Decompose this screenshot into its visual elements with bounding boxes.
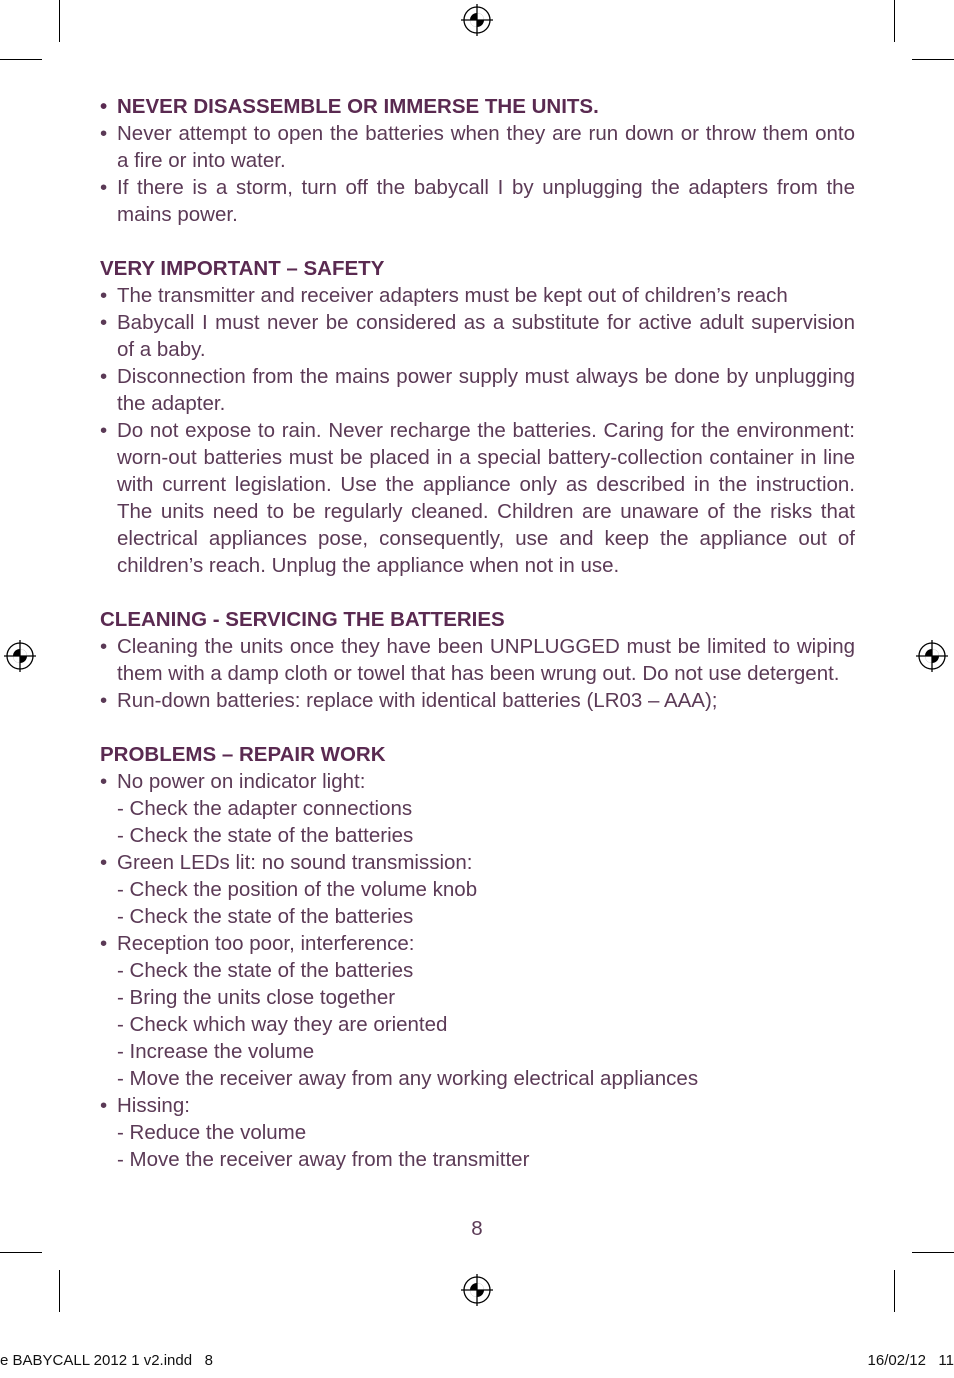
sub-item: - Check the adapter connections bbox=[117, 797, 413, 820]
bullet: • bbox=[100, 770, 108, 793]
registration-mark-icon bbox=[915, 639, 949, 673]
list-item bbox=[100, 174, 855, 228]
list-item-text: No power on indicator light: bbox=[117, 770, 366, 793]
bullet: • bbox=[100, 689, 108, 712]
list-item-text: If there is a storm, turn off the babycall I by unplugging the adapters from the mains power. bbox=[117, 176, 855, 226]
list-item bbox=[100, 633, 855, 687]
list-item bbox=[100, 1092, 855, 1119]
slug-left: e BABYCALL 2012 1 v2.indd 8 bbox=[0, 1352, 213, 1369]
slug-right: 16/02/12 11 bbox=[867, 1352, 954, 1369]
list-item-text: Disconnection from the mains power supply must always be done by unplugging the adapter. bbox=[117, 365, 855, 415]
crop-mark-bottom-left-vertical bbox=[59, 1270, 60, 1312]
list-item bbox=[100, 120, 855, 174]
bullet: • bbox=[100, 932, 108, 955]
bullet: • bbox=[100, 284, 108, 307]
sub-item: - Check the state of the batteries bbox=[117, 905, 414, 928]
bullet: • bbox=[100, 635, 108, 658]
sub-item: - Check the position of the volume knob bbox=[117, 878, 478, 901]
sub-item: - Check the state of the batteries bbox=[117, 824, 414, 847]
bullet: • bbox=[100, 176, 108, 199]
section-heading-cleaning: CLEANING - SERVICING THE BATTERIES bbox=[100, 608, 505, 631]
crop-mark-bottom-right-horizontal bbox=[912, 1252, 954, 1253]
page-content bbox=[100, 93, 855, 1173]
bullet: • bbox=[100, 311, 108, 334]
list-item bbox=[100, 930, 855, 957]
list-item bbox=[100, 768, 855, 795]
list-item-text: Never attempt to open the batteries when they are run down or throw them onto a fire or into water. bbox=[117, 122, 855, 172]
list-item bbox=[100, 282, 855, 309]
list-item bbox=[100, 309, 855, 363]
list-item bbox=[100, 363, 855, 417]
list-item-text: The transmitter and receiver adapters must be kept out of children’s reach bbox=[117, 284, 788, 307]
list-item-text: Hissing: bbox=[117, 1094, 190, 1117]
crop-mark-top-left-horizontal bbox=[0, 59, 42, 60]
list-item-text: Cleaning the units once they have been UNPLUGGED must be limited to wiping them with a damp cloth or towel that has been wrung out. Do not use detergent. bbox=[117, 635, 855, 685]
section-heading-problems: PROBLEMS – REPAIR WORK bbox=[100, 743, 386, 766]
crop-mark-bottom-right-vertical bbox=[894, 1270, 895, 1312]
list-item-text: Green LEDs lit: no sound transmission: bbox=[117, 851, 473, 874]
sub-item: - Move the receiver away from the transmitter bbox=[117, 1148, 530, 1171]
registration-mark-icon bbox=[460, 1273, 494, 1307]
bullet: • bbox=[100, 851, 108, 874]
bullet: • bbox=[100, 1094, 108, 1117]
list-item-text: NEVER DISASSEMBLE OR IMMERSE THE UNITS. bbox=[117, 95, 599, 118]
bullet: • bbox=[100, 95, 108, 118]
sub-item: - Check the state of the batteries bbox=[117, 959, 414, 982]
crop-mark-top-left-vertical bbox=[59, 0, 60, 42]
list-item-text: Run-down batteries: replace with identical batteries (LR03 – AAA); bbox=[117, 689, 718, 712]
list-item-text: Do not expose to rain. Never recharge the batteries. Caring for the environment: worn-out batteries must be placed in a special battery-collection container in line with current legislation. Use the appliance only as described in the instruction. The units need to be regularly cleaned. Children are unaware of the risks that electrical appliances pose, consequently, use and keep the appliance out of children’s reach. Unplug the appliance when not in use. bbox=[117, 419, 855, 577]
sub-item: - Check which way they are oriented bbox=[117, 1013, 448, 1036]
section-heading-safety: VERY IMPORTANT – SAFETY bbox=[100, 257, 385, 280]
crop-mark-top-right-vertical bbox=[894, 0, 895, 42]
list-item bbox=[100, 849, 855, 876]
sub-item: - Increase the volume bbox=[117, 1040, 315, 1063]
sub-item: - Reduce the volume bbox=[117, 1121, 307, 1144]
crop-mark-top-right-horizontal bbox=[912, 59, 954, 60]
page-number: 8 bbox=[471, 1217, 483, 1240]
sub-item: - Bring the units close together bbox=[117, 986, 396, 1009]
list-item bbox=[100, 93, 855, 120]
bullet: • bbox=[100, 419, 108, 442]
registration-mark-icon bbox=[3, 639, 37, 673]
bullet: • bbox=[100, 122, 108, 145]
crop-mark-bottom-left-horizontal bbox=[0, 1252, 42, 1253]
list-item-text: Babycall I must never be considered as a substitute for active adult supervision of a baby. bbox=[117, 311, 855, 361]
bullet: • bbox=[100, 365, 108, 388]
list-item bbox=[100, 687, 855, 714]
sub-item: - Move the receiver away from any working electrical appliances bbox=[117, 1067, 699, 1090]
list-item-text: Reception too poor, interference: bbox=[117, 932, 415, 955]
registration-mark-icon bbox=[460, 3, 494, 37]
list-item bbox=[100, 417, 855, 579]
